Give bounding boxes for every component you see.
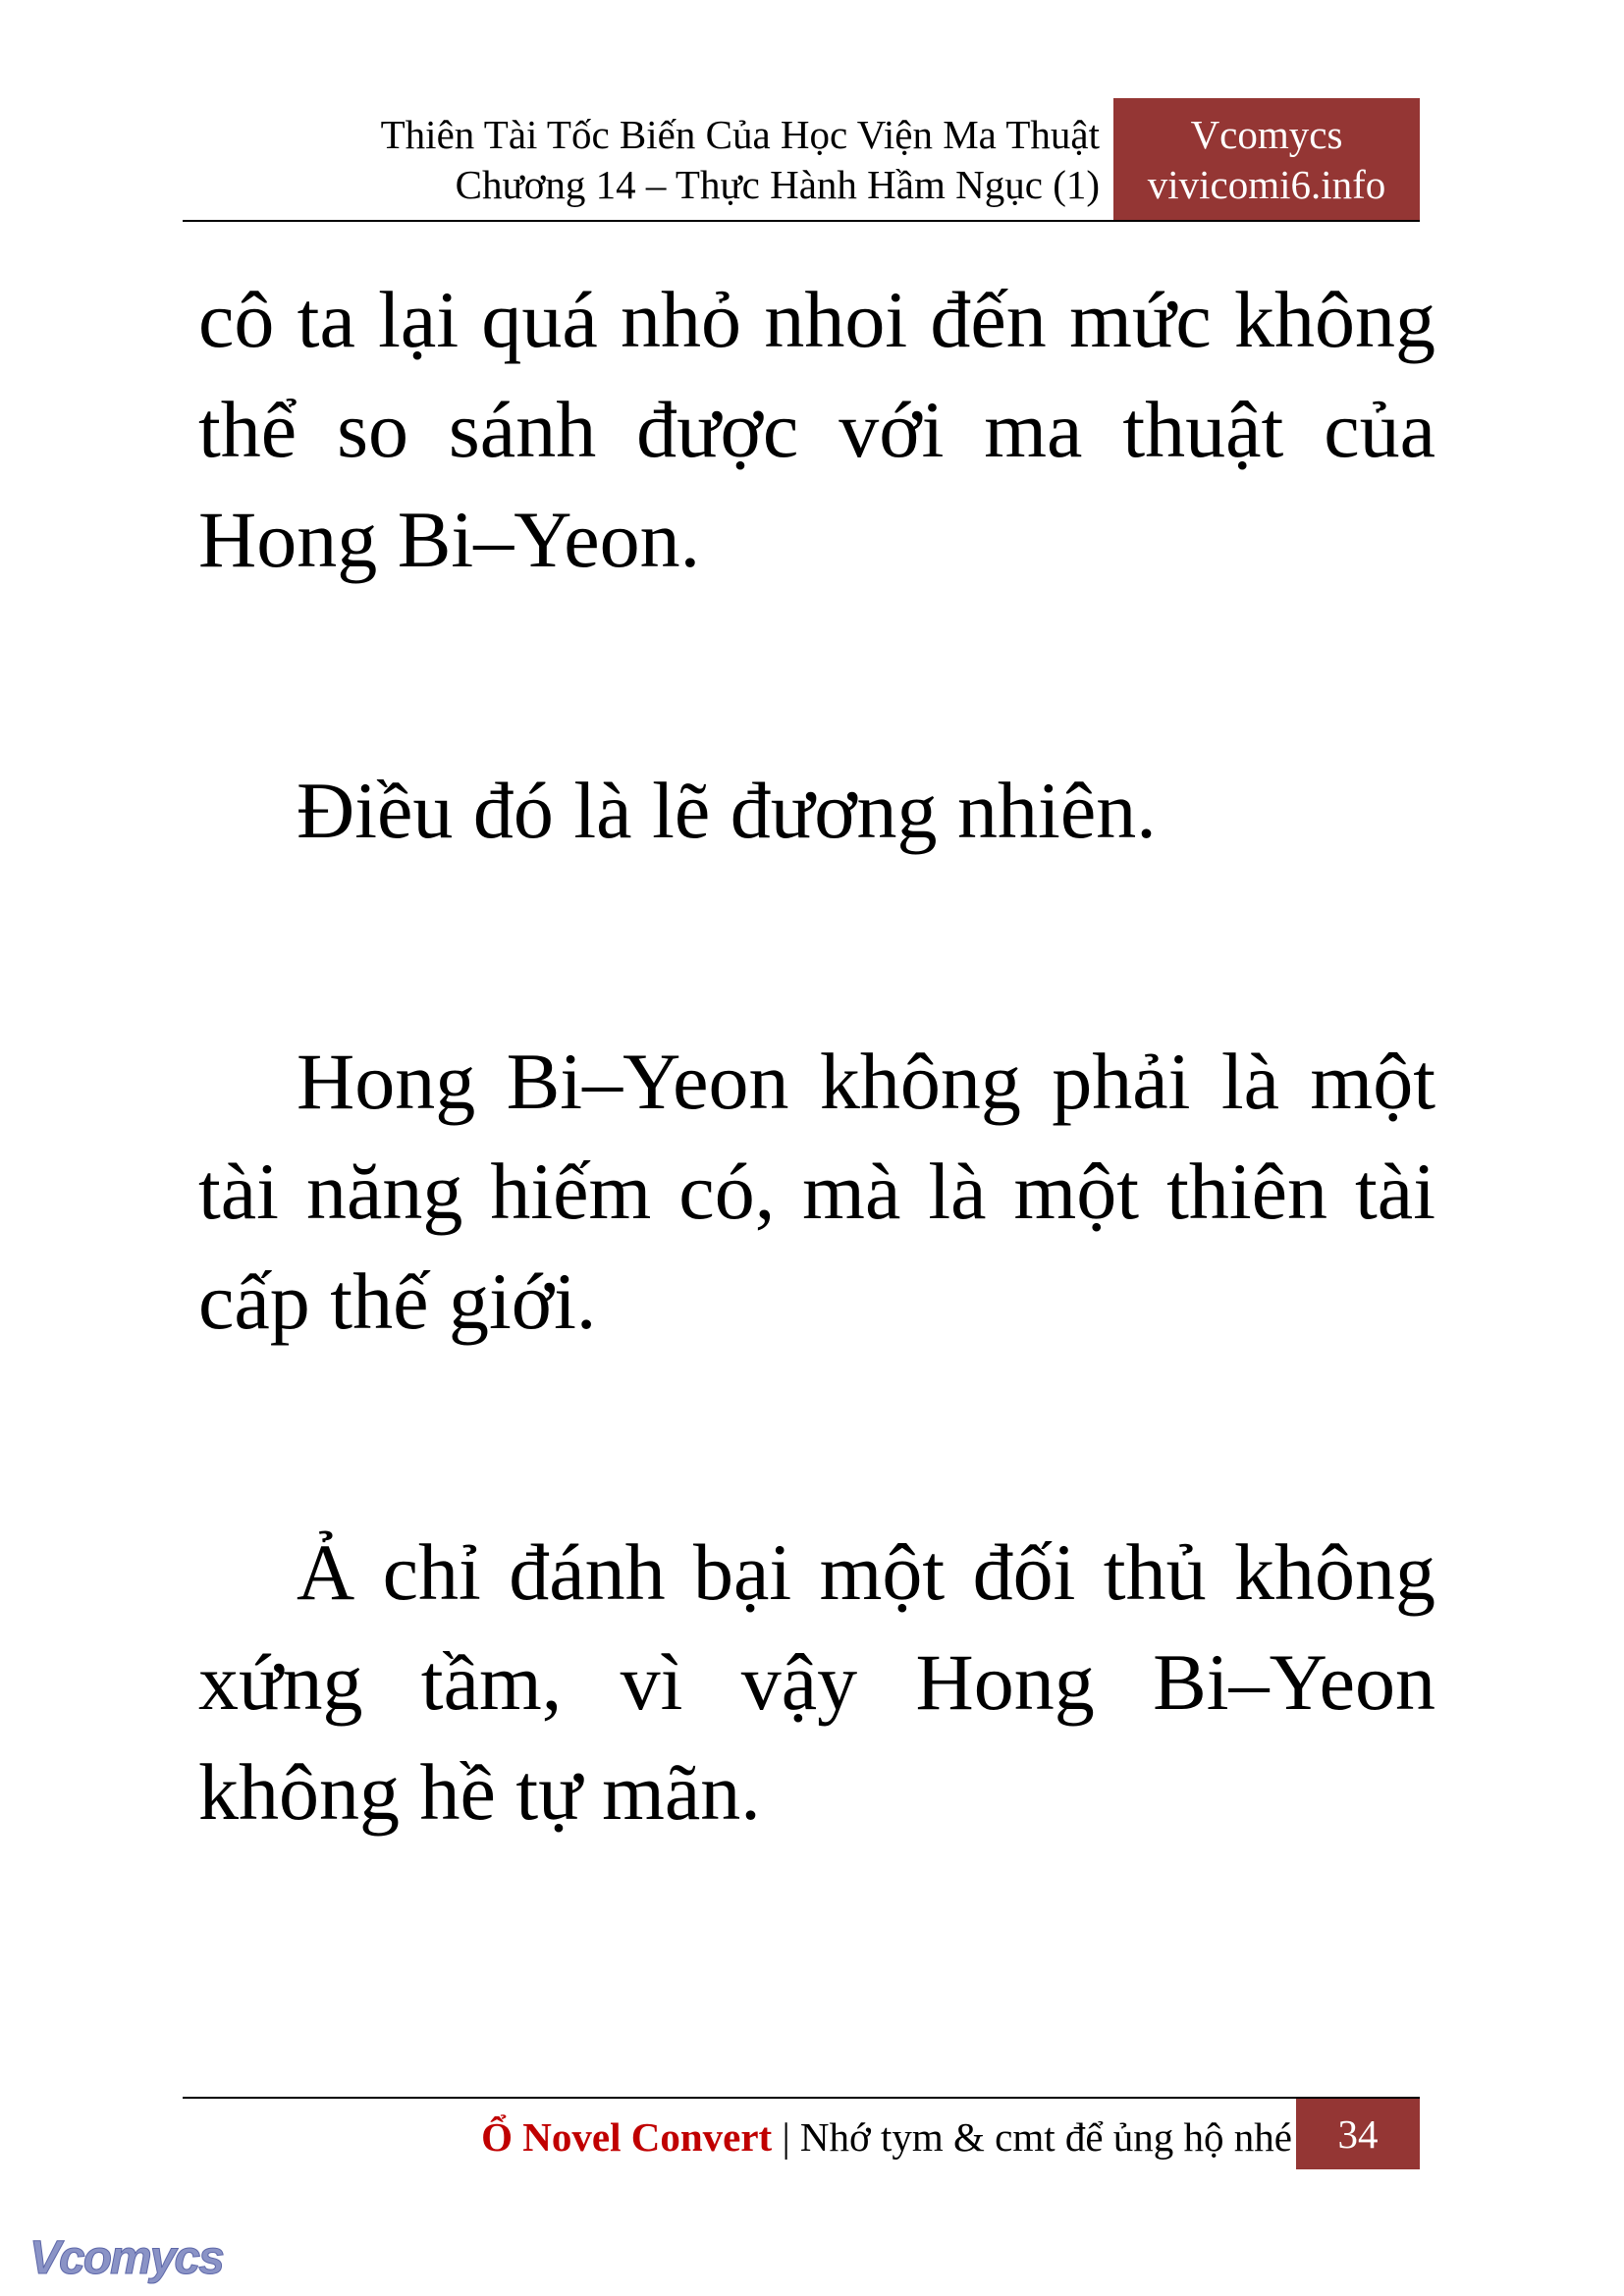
site-badge (1113, 98, 1420, 220)
footer-brand: Ổ Novel Convert (481, 2114, 773, 2160)
page-header (183, 98, 1420, 222)
badge-site-name: Vcomycs (1190, 112, 1343, 157)
footer-text (481, 2112, 1292, 2162)
footer-separator: | (772, 2114, 800, 2160)
header-titles (381, 110, 1100, 210)
page-footer (183, 2097, 1420, 2169)
svg-text:Vcomycs: Vcomycs (29, 2232, 223, 2284)
chapter-title: Chương 14 – Thực Hành Hầm Ngục (1) (455, 162, 1100, 207)
paragraph-4: Ả chỉ đánh bại một đối thủ không xứng tầm, vì vậy Hong Bi–Yeon không hề tự mãn. (198, 1527, 1435, 1837)
paragraph-2: Điều đó là lẽ đương nhiên. (297, 766, 1157, 855)
badge-site-url: vivicomi6.info (1147, 162, 1386, 207)
page-number: 34 (1296, 2099, 1420, 2169)
book-title: Thiên Tài Tốc Biến Của Học Viện Ma Thuật (380, 112, 1100, 157)
paragraph-3: Hong Bi–Yeon không phải là một tài năng hiếm có, mà là một thiên tài cấp thế giới. (198, 1037, 1435, 1346)
chapter-content (198, 265, 1435, 1847)
paragraph-1: cô ta lại quá nhỏ nhoi đến mức không thể so sánh được với ma thuật của Hong Bi–Yeon. (198, 275, 1435, 584)
footer-message: Nhớ tym & cmt để ủng hộ nhé (799, 2114, 1292, 2160)
vcomycs-logo-watermark (27, 2228, 253, 2287)
